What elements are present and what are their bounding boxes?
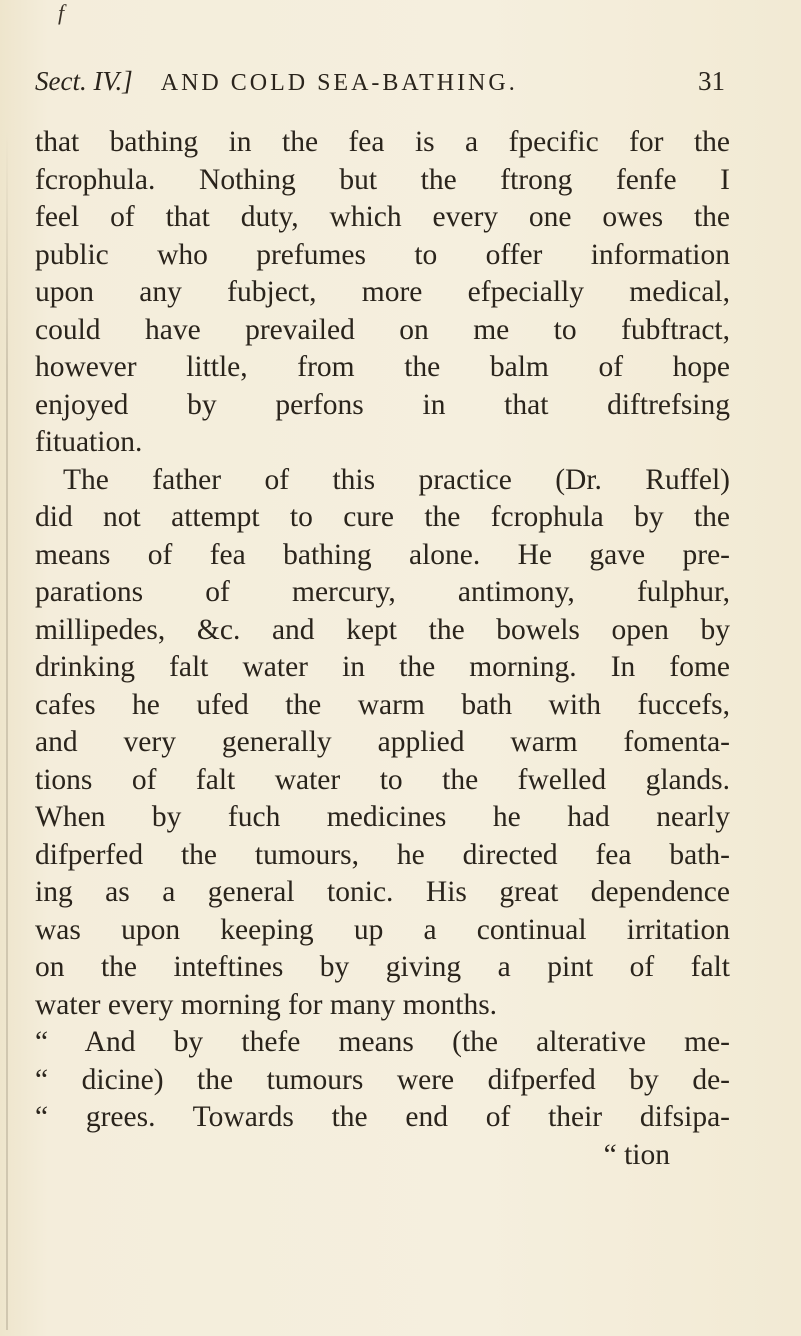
text-line: fcrophula. Nothing but the ftrong fenfe I [35,163,730,196]
text-line: tions of falt water to the fwelled glands. [35,763,730,796]
section-label: Sect. IV.] [35,66,133,96]
running-head [35,66,725,106]
text-line: could have prevailed on me to fubftract, [35,313,730,346]
text-line: enjoyed by perfons in that diftrefsing [35,388,730,421]
text-line: difperfed the tumours, he directed fea bath- [35,838,730,871]
catchword-line: “ tion [603,1138,670,1171]
text-line: on the inteftines by giving a pint of falt [35,951,730,983]
text-line: means of fea bathing alone. He gave pre- [35,538,730,571]
text-line: upon any fubject, more efpecially medical, [35,276,730,308]
text-line: did not attempt to cure the fcrophula by the [35,501,730,533]
text-line: cafes he ufed the warm bath with fuccefs, [35,688,730,721]
text-line: drinking falt water in the morning. In fome [35,651,730,683]
text-line: parations of mercury, antimony, fulphur, [35,576,730,608]
text-line: When by fuch medicines he had nearly [35,801,730,833]
text-line: that bathing in the fea is a fpecific for the [35,126,730,158]
text-line: ing as a general tonic. His great dependence [35,876,730,908]
text-line: “ And by thefe means (the alterative me- [35,1026,730,1058]
text-line: public who prefumes to offer information [35,238,730,271]
text-line: “ dicine) the tumours were difperfed by de- [35,1063,730,1096]
text-line: was upon keeping up a continual irritation [35,913,730,946]
page-number: 31 [698,66,725,96]
running-title: AND COLD SEA-BATHING. [160,70,518,96]
text-line: The father of this practice (Dr. Ruffel) [63,463,730,496]
text-line: water every morning for many months. [35,988,498,1021]
text-line: fituation. [35,426,143,458]
text-line: however little, from the balm of hope [35,351,730,383]
text-line: and very generally applied warm fomenta- [35,726,730,758]
stray-mark: f [58,0,65,25]
text-line: millipedes, &c. and kept the bowels open by [35,613,730,646]
page-edge-shadow [6,130,8,1330]
body-text [35,124,730,1174]
text-line: “ grees. Towards the end of their difsipa- [35,1101,730,1133]
text-line: feel of that duty, which every one owes the [35,201,730,233]
